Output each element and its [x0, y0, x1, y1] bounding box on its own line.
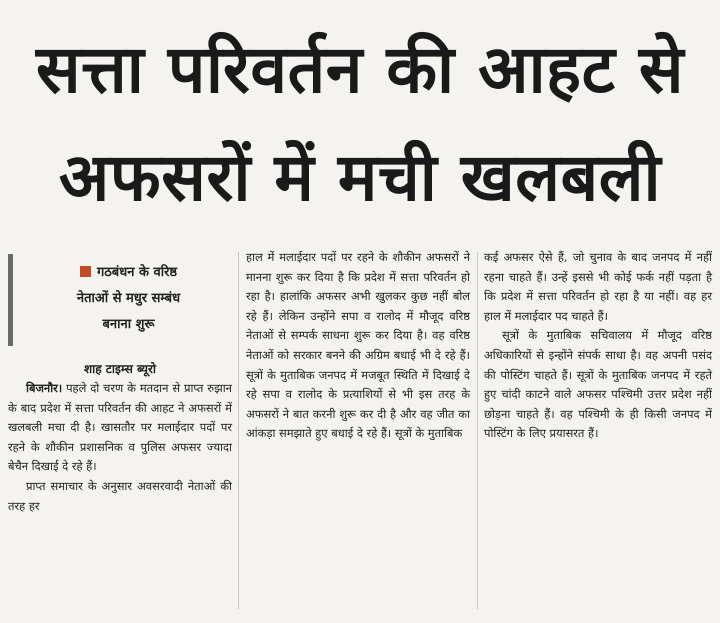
column1-para2: प्राप्त समाचार के अनुसार अवसरवादी नेताओं की तरह हर — [8, 478, 232, 513]
column-divider — [238, 252, 239, 609]
column3-para2: सूत्रों के मुताबिक सचिवालय में मौजूद वरिष्ठ अधिकारियों से इन्होंने संपर्क साधा है। वह अपनी पसंद की पोस्टिंग चाहते हैं। सूत्रों के मुताबिक जनपद में रहते हुए चांदी काटने वाले अफसर पश्चिमी उत्तर प्रदेश नहीं छोड़ना चाहते हैं। वह पश्चिमी के ही किसी जनपद में पोस्टिंग के लिए प्रयासरत हैं। — [484, 328, 712, 441]
byline: शाह टाइम्स ब्यूरो — [83, 362, 157, 376]
dateline: बिजनौर। — [26, 381, 63, 395]
subheadline-box — [8, 254, 232, 346]
column2-text: हाल में मलाईदार पदों पर रहने के शौकीन अफसरों ने मानना शुरू कर दिया है कि प्रदेश में सत्ता परिवर्तन हो रहा है। हालांकि अफसर अभी खुलकर कुछ नहीं बोल रहे हैं। लेकिन उन्होंने सपा व रालोद में मौजूद वरिष्ठ नेताओं से सम्पर्क साधना शुरू कर दिया है। वह वरिष्ठ नेताओं को सरकार बनने की अग्रिम बधाई भी दे रहे हैं। सूत्रों के मुताबिक जनपद में मजबूत स्थिति में दिखाई दे रहे सपा व रालोद के प्रत्याशियों से भी इस तरह के अफसरों ने बात करनी शुरू कर दी है और वह जीत का आंकड़ा समझाते हुए बधाई दे रहे हैं। सूत्रों के मुताबिक — [246, 250, 470, 441]
article-column-1 — [8, 248, 232, 516]
article-column-2 — [246, 248, 470, 444]
headline-line-2: अफसरों में मची खलबली — [58, 139, 662, 216]
column1-para1: पहले दो चरण के मतदान से प्राप्त रुझान के बाद प्रदेश में सत्ता परिवर्तन की आहट ने अफसरों में खलबली मचा दी है। खासतौर पर मलाईदार पदों पर रहने के शौकीन प्रशासनिक व पुलिस अफसर ज्यादा बेचैन दिखाई दे रहे हैं। — [8, 381, 233, 474]
subheadline-line-1: गठबंधन के वरिष्ठ — [96, 265, 178, 280]
article-column-3 — [484, 248, 712, 444]
column3-para1: कई अफसर ऐसे हैं, जो चुनाव के बाद जनपद में नहीं रहना चाहते हैं। उन्हें इससे भी कोई फर्क नहीं पड़ता है कि प्रदेश में सत्ता परिवर्तन हो रहा है या नहीं। वह हर हाल में मलाईदार पद चाहते हैं। — [484, 250, 712, 323]
article-paragraph — [8, 379, 232, 477]
headline-line-1: सत्ता परिवर्तन की आहट से — [36, 31, 684, 108]
column-divider — [477, 252, 478, 609]
subheadline-line-2: नेताओं से मधुर सम्बंध — [76, 291, 181, 306]
subheadline-line-3: बनाना शुरू — [102, 317, 155, 332]
bullet-square-icon — [80, 266, 91, 277]
